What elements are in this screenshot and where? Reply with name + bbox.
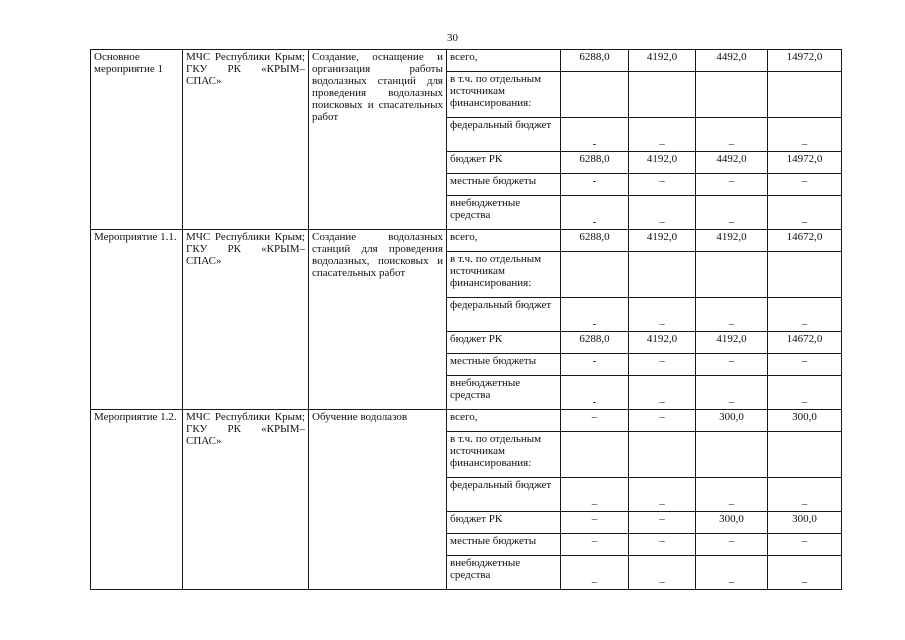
amount-cell: -: [561, 354, 629, 376]
measure-name-cell: Основное мероприятие 1: [91, 50, 183, 230]
amount-cell: –: [768, 376, 842, 410]
amount-cell: 4192,0: [629, 332, 696, 354]
funding-source-cell: федеральный бюджет: [447, 478, 561, 512]
page-number: 30: [447, 32, 458, 44]
funding-source-cell: бюджет РК: [447, 152, 561, 174]
amount-cell: [768, 432, 842, 478]
amount-cell: 4492,0: [696, 50, 768, 72]
amount-cell: 4192,0: [696, 230, 768, 252]
amount-cell: –: [561, 478, 629, 512]
amount-cell: –: [629, 556, 696, 590]
amount-cell: –: [561, 512, 629, 534]
amount-cell: 6288,0: [561, 50, 629, 72]
amount-cell: –: [629, 354, 696, 376]
table-row: [91, 410, 842, 432]
amount-cell: –: [696, 174, 768, 196]
amount-cell: –: [768, 118, 842, 152]
funding-source-cell: федеральный бюджет: [447, 298, 561, 332]
amount-cell: -: [561, 118, 629, 152]
amount-cell: [768, 252, 842, 298]
amount-cell: 14672,0: [768, 332, 842, 354]
executor-cell: МЧС Республики Крым; ГКУ РК «КРЫМ–СПАС»: [183, 50, 309, 230]
amount-cell: 4492,0: [696, 152, 768, 174]
amount-cell: [696, 72, 768, 118]
amount-cell: –: [768, 298, 842, 332]
measure-description-cell: Создание, оснащение и организация работы водолазных станций для проведения водолазных поисковых и спасательных работ: [309, 50, 447, 230]
budget-table: [90, 49, 842, 590]
amount-cell: 6288,0: [561, 332, 629, 354]
amount-cell: –: [629, 534, 696, 556]
table-row: [91, 230, 842, 252]
funding-source-cell: бюджет РК: [447, 332, 561, 354]
measure-name-cell: Мероприятие 1.2.: [91, 410, 183, 590]
funding-source-cell: в т.ч. по отдельным источникам финансирования:: [447, 252, 561, 298]
amount-cell: –: [629, 196, 696, 230]
funding-source-cell: всего,: [447, 50, 561, 72]
amount-cell: –: [629, 512, 696, 534]
executor-cell: МЧС Республики Крым; ГКУ РК «КРЫМ–СПАС»: [183, 230, 309, 410]
amount-cell: –: [629, 410, 696, 432]
amount-cell: –: [629, 478, 696, 512]
amount-cell: [561, 72, 629, 118]
amount-cell: –: [696, 196, 768, 230]
amount-cell: 300,0: [696, 410, 768, 432]
funding-source-cell: внебюджетные средства: [447, 556, 561, 590]
amount-cell: -: [561, 196, 629, 230]
amount-cell: 4192,0: [629, 152, 696, 174]
table-body: [91, 50, 842, 590]
measure-description-cell: Обучение водолазов: [309, 410, 447, 590]
funding-source-cell: всего,: [447, 410, 561, 432]
amount-cell: –: [768, 196, 842, 230]
amount-cell: [768, 72, 842, 118]
amount-cell: [629, 432, 696, 478]
funding-source-cell: местные бюджеты: [447, 354, 561, 376]
amount-cell: 300,0: [768, 410, 842, 432]
measure-name-cell: Мероприятие 1.1.: [91, 230, 183, 410]
amount-cell: [629, 72, 696, 118]
funding-source-cell: в т.ч. по отдельным источникам финансирования:: [447, 72, 561, 118]
amount-cell: 6288,0: [561, 152, 629, 174]
amount-cell: -: [561, 376, 629, 410]
amount-cell: –: [561, 534, 629, 556]
amount-cell: -: [561, 174, 629, 196]
amount-cell: -: [561, 298, 629, 332]
amount-cell: –: [629, 118, 696, 152]
amount-cell: –: [768, 174, 842, 196]
amount-cell: 14972,0: [768, 50, 842, 72]
amount-cell: [696, 432, 768, 478]
funding-source-cell: внебюджетные средства: [447, 196, 561, 230]
amount-cell: [629, 252, 696, 298]
amount-cell: 4192,0: [629, 50, 696, 72]
amount-cell: 14972,0: [768, 152, 842, 174]
amount-cell: [696, 252, 768, 298]
amount-cell: –: [696, 118, 768, 152]
amount-cell: –: [629, 174, 696, 196]
amount-cell: 4192,0: [629, 230, 696, 252]
amount-cell: –: [696, 556, 768, 590]
amount-cell: 300,0: [696, 512, 768, 534]
amount-cell: –: [696, 354, 768, 376]
amount-cell: –: [768, 556, 842, 590]
executor-cell: МЧС Республики Крым; ГКУ РК «КРЫМ–СПАС»: [183, 410, 309, 590]
amount-cell: –: [768, 534, 842, 556]
amount-cell: –: [768, 354, 842, 376]
funding-source-cell: местные бюджеты: [447, 534, 561, 556]
funding-source-cell: федеральный бюджет: [447, 118, 561, 152]
amount-cell: [561, 252, 629, 298]
amount-cell: –: [696, 478, 768, 512]
table-row: [91, 50, 842, 72]
amount-cell: –: [629, 376, 696, 410]
funding-source-cell: бюджет РК: [447, 512, 561, 534]
amount-cell: –: [561, 410, 629, 432]
funding-source-cell: местные бюджеты: [447, 174, 561, 196]
measure-description-cell: Создание водолазных станций для проведения водолазных, поисковых и спасательных работ: [309, 230, 447, 410]
funding-source-cell: всего,: [447, 230, 561, 252]
amount-cell: 6288,0: [561, 230, 629, 252]
funding-source-cell: в т.ч. по отдельным источникам финансирования:: [447, 432, 561, 478]
amount-cell: 300,0: [768, 512, 842, 534]
amount-cell: –: [768, 478, 842, 512]
amount-cell: –: [561, 556, 629, 590]
funding-source-cell: внебюджетные средства: [447, 376, 561, 410]
amount-cell: 14672,0: [768, 230, 842, 252]
amount-cell: [561, 432, 629, 478]
amount-cell: –: [629, 298, 696, 332]
amount-cell: –: [696, 534, 768, 556]
amount-cell: 4192,0: [696, 332, 768, 354]
amount-cell: –: [696, 376, 768, 410]
amount-cell: –: [696, 298, 768, 332]
